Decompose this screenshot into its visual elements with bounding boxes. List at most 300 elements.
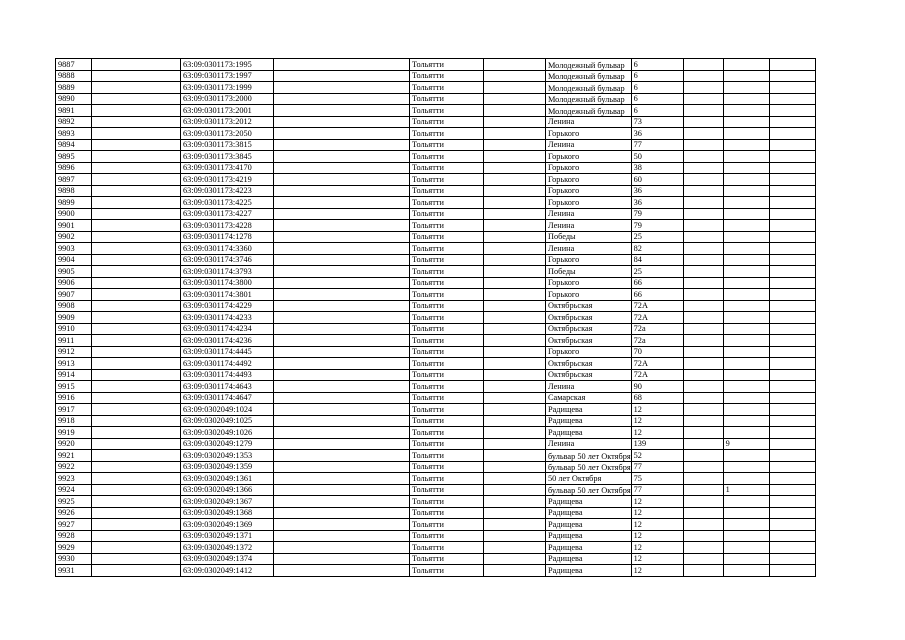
house-number-cell[interactable]: 72а (631, 335, 683, 347)
empty-cell-d[interactable] (274, 82, 410, 94)
empty-cell-i[interactable] (683, 530, 723, 542)
extra-cell-j[interactable] (723, 277, 769, 289)
row-number-cell[interactable]: 9917 (56, 404, 92, 416)
street-cell[interactable]: Молодежный бульвар (546, 93, 632, 105)
street-cell[interactable]: Ленина (546, 208, 632, 220)
empty-cell-i[interactable] (683, 461, 723, 473)
cadastral-number-cell[interactable]: 63:09:0302049:1024 (181, 404, 274, 416)
extra-cell-j[interactable] (723, 553, 769, 565)
city-cell[interactable]: Тольятти (410, 392, 484, 404)
city-cell[interactable]: Тольятти (410, 358, 484, 370)
house-number-cell[interactable]: 82 (631, 243, 683, 255)
house-number-cell[interactable]: 68 (631, 392, 683, 404)
empty-cell-i[interactable] (683, 208, 723, 220)
street-cell[interactable]: Октябрьская (546, 323, 632, 335)
empty-cell-d[interactable] (274, 277, 410, 289)
empty-cell-f[interactable] (484, 128, 546, 140)
empty-cell-k[interactable] (769, 542, 815, 554)
house-number-cell[interactable]: 77 (631, 461, 683, 473)
cadastral-number-cell[interactable]: 63:09:0301174:3800 (181, 277, 274, 289)
extra-cell-j[interactable] (723, 461, 769, 473)
empty-cell-d[interactable] (274, 553, 410, 565)
cadastral-number-cell[interactable]: 63:09:0301173:2050 (181, 128, 274, 140)
extra-cell-j[interactable] (723, 542, 769, 554)
street-cell[interactable]: Ленина (546, 116, 632, 128)
extra-cell-j[interactable] (723, 427, 769, 439)
empty-cell-i[interactable] (683, 231, 723, 243)
empty-cell-b[interactable] (92, 128, 181, 140)
street-cell[interactable]: Горького (546, 289, 632, 301)
empty-cell-b[interactable] (92, 519, 181, 531)
row-number-cell[interactable]: 9893 (56, 128, 92, 140)
house-number-cell[interactable]: 12 (631, 565, 683, 577)
empty-cell-b[interactable] (92, 116, 181, 128)
empty-cell-k[interactable] (769, 358, 815, 370)
empty-cell-d[interactable] (274, 507, 410, 519)
row-number-cell[interactable]: 9912 (56, 346, 92, 358)
empty-cell-i[interactable] (683, 266, 723, 278)
empty-cell-b[interactable] (92, 473, 181, 485)
empty-cell-b[interactable] (92, 358, 181, 370)
extra-cell-j[interactable] (723, 530, 769, 542)
empty-cell-d[interactable] (274, 93, 410, 105)
city-cell[interactable]: Тольятти (410, 70, 484, 82)
house-number-cell[interactable]: 36 (631, 128, 683, 140)
empty-cell-d[interactable] (274, 105, 410, 117)
row-number-cell[interactable]: 9915 (56, 381, 92, 393)
empty-cell-b[interactable] (92, 335, 181, 347)
city-cell[interactable]: Тольятти (410, 369, 484, 381)
street-cell[interactable]: Самарская (546, 392, 632, 404)
empty-cell-k[interactable] (769, 185, 815, 197)
empty-cell-b[interactable] (92, 450, 181, 462)
empty-cell-b[interactable] (92, 162, 181, 174)
empty-cell-b[interactable] (92, 369, 181, 381)
cadastral-number-cell[interactable]: 63:09:0302049:1361 (181, 473, 274, 485)
empty-cell-b[interactable] (92, 208, 181, 220)
house-number-cell[interactable]: 6 (631, 93, 683, 105)
city-cell[interactable]: Тольятти (410, 553, 484, 565)
empty-cell-b[interactable] (92, 346, 181, 358)
empty-cell-k[interactable] (769, 415, 815, 427)
empty-cell-k[interactable] (769, 277, 815, 289)
city-cell[interactable]: Тольятти (410, 185, 484, 197)
empty-cell-f[interactable] (484, 312, 546, 324)
street-cell[interactable]: Радищева (546, 404, 632, 416)
row-number-cell[interactable]: 9908 (56, 300, 92, 312)
empty-cell-f[interactable] (484, 300, 546, 312)
empty-cell-b[interactable] (92, 530, 181, 542)
empty-cell-d[interactable] (274, 254, 410, 266)
empty-cell-d[interactable] (274, 473, 410, 485)
empty-cell-k[interactable] (769, 565, 815, 577)
empty-cell-d[interactable] (274, 450, 410, 462)
empty-cell-f[interactable] (484, 277, 546, 289)
house-number-cell[interactable]: 66 (631, 277, 683, 289)
house-number-cell[interactable]: 72А (631, 300, 683, 312)
row-number-cell[interactable]: 9907 (56, 289, 92, 301)
city-cell[interactable]: Тольятти (410, 139, 484, 151)
empty-cell-d[interactable] (274, 59, 410, 71)
row-number-cell[interactable]: 9897 (56, 174, 92, 186)
cadastral-number-cell[interactable]: 63:09:0301174:1278 (181, 231, 274, 243)
empty-cell-k[interactable] (769, 151, 815, 163)
empty-cell-b[interactable] (92, 254, 181, 266)
empty-cell-b[interactable] (92, 82, 181, 94)
row-number-cell[interactable]: 9921 (56, 450, 92, 462)
cadastral-number-cell[interactable]: 63:09:0301174:4493 (181, 369, 274, 381)
empty-cell-d[interactable] (274, 174, 410, 186)
empty-cell-i[interactable] (683, 197, 723, 209)
empty-cell-f[interactable] (484, 174, 546, 186)
row-number-cell[interactable]: 9890 (56, 93, 92, 105)
cadastral-number-cell[interactable]: 63:09:0301174:4233 (181, 312, 274, 324)
empty-cell-i[interactable] (683, 519, 723, 531)
cadastral-number-cell[interactable]: 63:09:0301174:4234 (181, 323, 274, 335)
cadastral-number-cell[interactable]: 63:09:0301173:1999 (181, 82, 274, 94)
empty-cell-f[interactable] (484, 70, 546, 82)
extra-cell-j[interactable] (723, 174, 769, 186)
empty-cell-i[interactable] (683, 392, 723, 404)
extra-cell-j[interactable] (723, 105, 769, 117)
street-cell[interactable]: Ленина (546, 243, 632, 255)
city-cell[interactable]: Тольятти (410, 519, 484, 531)
empty-cell-i[interactable] (683, 162, 723, 174)
extra-cell-j[interactable] (723, 289, 769, 301)
row-number-cell[interactable]: 9909 (56, 312, 92, 324)
cadastral-number-cell[interactable]: 63:09:0301173:2000 (181, 93, 274, 105)
empty-cell-f[interactable] (484, 369, 546, 381)
empty-cell-i[interactable] (683, 105, 723, 117)
house-number-cell[interactable]: 90 (631, 381, 683, 393)
empty-cell-d[interactable] (274, 151, 410, 163)
extra-cell-j[interactable] (723, 507, 769, 519)
city-cell[interactable]: Тольятти (410, 542, 484, 554)
extra-cell-j[interactable] (723, 266, 769, 278)
row-number-cell[interactable]: 9930 (56, 553, 92, 565)
empty-cell-i[interactable] (683, 381, 723, 393)
house-number-cell[interactable]: 77 (631, 484, 683, 496)
street-cell[interactable]: бульвар 50 лет Октября (546, 484, 632, 496)
extra-cell-j[interactable] (723, 128, 769, 140)
cadastral-number-cell[interactable]: 63:09:0301173:4170 (181, 162, 274, 174)
empty-cell-k[interactable] (769, 438, 815, 450)
extra-cell-j[interactable] (723, 197, 769, 209)
row-number-cell[interactable]: 9889 (56, 82, 92, 94)
city-cell[interactable]: Тольятти (410, 496, 484, 508)
city-cell[interactable]: Тольятти (410, 323, 484, 335)
city-cell[interactable]: Тольятти (410, 59, 484, 71)
city-cell[interactable]: Тольятти (410, 162, 484, 174)
cadastral-number-cell[interactable]: 63:09:0301174:3746 (181, 254, 274, 266)
empty-cell-f[interactable] (484, 450, 546, 462)
empty-cell-i[interactable] (683, 484, 723, 496)
row-number-cell[interactable]: 9928 (56, 530, 92, 542)
city-cell[interactable]: Тольятти (410, 128, 484, 140)
empty-cell-k[interactable] (769, 93, 815, 105)
empty-cell-k[interactable] (769, 162, 815, 174)
house-number-cell[interactable]: 60 (631, 174, 683, 186)
empty-cell-i[interactable] (683, 369, 723, 381)
cadastral-number-cell[interactable]: 63:09:0301173:4219 (181, 174, 274, 186)
city-cell[interactable]: Тольятти (410, 461, 484, 473)
street-cell[interactable]: Молодежный бульвар (546, 105, 632, 117)
street-cell[interactable]: Радищева (546, 530, 632, 542)
row-number-cell[interactable]: 9926 (56, 507, 92, 519)
street-cell[interactable]: Молодежный бульвар (546, 70, 632, 82)
street-cell[interactable]: Радищева (546, 496, 632, 508)
city-cell[interactable]: Тольятти (410, 473, 484, 485)
house-number-cell[interactable]: 6 (631, 105, 683, 117)
empty-cell-b[interactable] (92, 300, 181, 312)
empty-cell-f[interactable] (484, 231, 546, 243)
empty-cell-f[interactable] (484, 507, 546, 519)
cadastral-number-cell[interactable]: 63:09:0301173:4223 (181, 185, 274, 197)
empty-cell-f[interactable] (484, 519, 546, 531)
extra-cell-j[interactable] (723, 335, 769, 347)
street-cell[interactable]: Горького (546, 277, 632, 289)
extra-cell-j[interactable]: 9 (723, 438, 769, 450)
cadastral-number-cell[interactable]: 63:09:0302049:1359 (181, 461, 274, 473)
empty-cell-k[interactable] (769, 392, 815, 404)
empty-cell-f[interactable] (484, 427, 546, 439)
row-number-cell[interactable]: 9931 (56, 565, 92, 577)
street-cell[interactable]: Октябрьская (546, 358, 632, 370)
street-cell[interactable]: Ленина (546, 381, 632, 393)
empty-cell-k[interactable] (769, 312, 815, 324)
city-cell[interactable]: Тольятти (410, 243, 484, 255)
cadastral-number-cell[interactable]: 63:09:0302049:1353 (181, 450, 274, 462)
empty-cell-i[interactable] (683, 151, 723, 163)
cadastral-number-cell[interactable]: 63:09:0302049:1372 (181, 542, 274, 554)
extra-cell-j[interactable] (723, 82, 769, 94)
extra-cell-j[interactable] (723, 59, 769, 71)
extra-cell-j[interactable] (723, 404, 769, 416)
empty-cell-k[interactable] (769, 450, 815, 462)
empty-cell-d[interactable] (274, 231, 410, 243)
house-number-cell[interactable]: 52 (631, 450, 683, 462)
empty-cell-b[interactable] (92, 70, 181, 82)
extra-cell-j[interactable] (723, 565, 769, 577)
empty-cell-i[interactable] (683, 289, 723, 301)
street-cell[interactable]: Октябрьская (546, 369, 632, 381)
empty-cell-i[interactable] (683, 277, 723, 289)
empty-cell-d[interactable] (274, 542, 410, 554)
empty-cell-d[interactable] (274, 220, 410, 232)
cadastral-number-cell[interactable]: 63:09:0302049:1025 (181, 415, 274, 427)
empty-cell-b[interactable] (92, 59, 181, 71)
empty-cell-i[interactable] (683, 496, 723, 508)
empty-cell-b[interactable] (92, 231, 181, 243)
row-number-cell[interactable]: 9927 (56, 519, 92, 531)
empty-cell-i[interactable] (683, 507, 723, 519)
house-number-cell[interactable]: 12 (631, 519, 683, 531)
empty-cell-i[interactable] (683, 116, 723, 128)
row-number-cell[interactable]: 9913 (56, 358, 92, 370)
empty-cell-b[interactable] (92, 542, 181, 554)
house-number-cell[interactable]: 25 (631, 231, 683, 243)
extra-cell-j[interactable] (723, 358, 769, 370)
extra-cell-j[interactable] (723, 162, 769, 174)
cadastral-number-cell[interactable]: 63:09:0301174:3793 (181, 266, 274, 278)
empty-cell-i[interactable] (683, 254, 723, 266)
empty-cell-f[interactable] (484, 496, 546, 508)
empty-cell-b[interactable] (92, 438, 181, 450)
empty-cell-f[interactable] (484, 404, 546, 416)
empty-cell-i[interactable] (683, 93, 723, 105)
city-cell[interactable]: Тольятти (410, 151, 484, 163)
empty-cell-k[interactable] (769, 254, 815, 266)
street-cell[interactable]: Горького (546, 174, 632, 186)
empty-cell-k[interactable] (769, 473, 815, 485)
empty-cell-f[interactable] (484, 139, 546, 151)
empty-cell-d[interactable] (274, 197, 410, 209)
city-cell[interactable]: Тольятти (410, 266, 484, 278)
empty-cell-i[interactable] (683, 450, 723, 462)
house-number-cell[interactable]: 79 (631, 208, 683, 220)
empty-cell-f[interactable] (484, 542, 546, 554)
empty-cell-i[interactable] (683, 185, 723, 197)
city-cell[interactable]: Тольятти (410, 312, 484, 324)
empty-cell-f[interactable] (484, 185, 546, 197)
empty-cell-f[interactable] (484, 438, 546, 450)
house-number-cell[interactable]: 77 (631, 139, 683, 151)
city-cell[interactable]: Тольятти (410, 231, 484, 243)
empty-cell-b[interactable] (92, 312, 181, 324)
row-number-cell[interactable]: 9923 (56, 473, 92, 485)
city-cell[interactable]: Тольятти (410, 208, 484, 220)
empty-cell-f[interactable] (484, 473, 546, 485)
house-number-cell[interactable]: 12 (631, 507, 683, 519)
house-number-cell[interactable]: 12 (631, 415, 683, 427)
city-cell[interactable]: Тольятти (410, 335, 484, 347)
city-cell[interactable]: Тольятти (410, 254, 484, 266)
house-number-cell[interactable]: 72А (631, 312, 683, 324)
empty-cell-b[interactable] (92, 427, 181, 439)
empty-cell-d[interactable] (274, 243, 410, 255)
empty-cell-k[interactable] (769, 300, 815, 312)
empty-cell-b[interactable] (92, 507, 181, 519)
extra-cell-j[interactable] (723, 346, 769, 358)
row-number-cell[interactable]: 9903 (56, 243, 92, 255)
empty-cell-d[interactable] (274, 358, 410, 370)
street-cell[interactable]: Радищева (546, 565, 632, 577)
cadastral-number-cell[interactable]: 63:09:0301173:2001 (181, 105, 274, 117)
empty-cell-d[interactable] (274, 346, 410, 358)
cadastral-number-cell[interactable]: 63:09:0302049:1412 (181, 565, 274, 577)
empty-cell-b[interactable] (92, 220, 181, 232)
empty-cell-k[interactable] (769, 404, 815, 416)
empty-cell-b[interactable] (92, 139, 181, 151)
city-cell[interactable]: Тольятти (410, 197, 484, 209)
street-cell[interactable]: Радищева (546, 519, 632, 531)
empty-cell-i[interactable] (683, 415, 723, 427)
extra-cell-j[interactable] (723, 185, 769, 197)
row-number-cell[interactable]: 9905 (56, 266, 92, 278)
empty-cell-d[interactable] (274, 70, 410, 82)
empty-cell-b[interactable] (92, 404, 181, 416)
extra-cell-j[interactable] (723, 139, 769, 151)
empty-cell-k[interactable] (769, 484, 815, 496)
empty-cell-b[interactable] (92, 484, 181, 496)
extra-cell-j[interactable] (723, 70, 769, 82)
empty-cell-d[interactable] (274, 392, 410, 404)
empty-cell-i[interactable] (683, 220, 723, 232)
house-number-cell[interactable]: 70 (631, 346, 683, 358)
empty-cell-i[interactable] (683, 565, 723, 577)
empty-cell-i[interactable] (683, 542, 723, 554)
empty-cell-i[interactable] (683, 139, 723, 151)
empty-cell-d[interactable] (274, 335, 410, 347)
empty-cell-b[interactable] (92, 185, 181, 197)
empty-cell-b[interactable] (92, 151, 181, 163)
empty-cell-d[interactable] (274, 438, 410, 450)
cadastral-number-cell[interactable]: 63:09:0301174:4229 (181, 300, 274, 312)
cadastral-number-cell[interactable]: 63:09:0301173:4228 (181, 220, 274, 232)
house-number-cell[interactable]: 36 (631, 197, 683, 209)
extra-cell-j[interactable] (723, 254, 769, 266)
empty-cell-b[interactable] (92, 496, 181, 508)
empty-cell-d[interactable] (274, 530, 410, 542)
empty-cell-k[interactable] (769, 174, 815, 186)
empty-cell-b[interactable] (92, 461, 181, 473)
row-number-cell[interactable]: 9922 (56, 461, 92, 473)
cadastral-number-cell[interactable]: 63:09:0301173:4227 (181, 208, 274, 220)
house-number-cell[interactable]: 38 (631, 162, 683, 174)
empty-cell-d[interactable] (274, 323, 410, 335)
empty-cell-k[interactable] (769, 530, 815, 542)
empty-cell-k[interactable] (769, 289, 815, 301)
city-cell[interactable]: Тольятти (410, 116, 484, 128)
street-cell[interactable]: Горького (546, 151, 632, 163)
street-cell[interactable]: Радищева (546, 415, 632, 427)
empty-cell-i[interactable] (683, 128, 723, 140)
row-number-cell[interactable]: 9918 (56, 415, 92, 427)
empty-cell-b[interactable] (92, 415, 181, 427)
house-number-cell[interactable]: 79 (631, 220, 683, 232)
row-number-cell[interactable]: 9891 (56, 105, 92, 117)
row-number-cell[interactable]: 9924 (56, 484, 92, 496)
street-cell[interactable]: Радищева (546, 542, 632, 554)
house-number-cell[interactable]: 12 (631, 542, 683, 554)
row-number-cell[interactable]: 9892 (56, 116, 92, 128)
empty-cell-f[interactable] (484, 151, 546, 163)
house-number-cell[interactable]: 66 (631, 289, 683, 301)
empty-cell-d[interactable] (274, 519, 410, 531)
extra-cell-j[interactable] (723, 496, 769, 508)
house-number-cell[interactable]: 6 (631, 59, 683, 71)
row-number-cell[interactable]: 9902 (56, 231, 92, 243)
empty-cell-b[interactable] (92, 105, 181, 117)
row-number-cell[interactable]: 9904 (56, 254, 92, 266)
empty-cell-f[interactable] (484, 220, 546, 232)
empty-cell-f[interactable] (484, 381, 546, 393)
extra-cell-j[interactable] (723, 220, 769, 232)
empty-cell-k[interactable] (769, 231, 815, 243)
row-number-cell[interactable]: 9910 (56, 323, 92, 335)
row-number-cell[interactable]: 9914 (56, 369, 92, 381)
row-number-cell[interactable]: 9888 (56, 70, 92, 82)
street-cell[interactable]: Ленина (546, 139, 632, 151)
empty-cell-k[interactable] (769, 553, 815, 565)
empty-cell-k[interactable] (769, 323, 815, 335)
street-cell[interactable]: Горького (546, 197, 632, 209)
empty-cell-k[interactable] (769, 427, 815, 439)
empty-cell-f[interactable] (484, 392, 546, 404)
street-cell[interactable]: Победы (546, 231, 632, 243)
house-number-cell[interactable]: 139 (631, 438, 683, 450)
extra-cell-j[interactable] (723, 300, 769, 312)
